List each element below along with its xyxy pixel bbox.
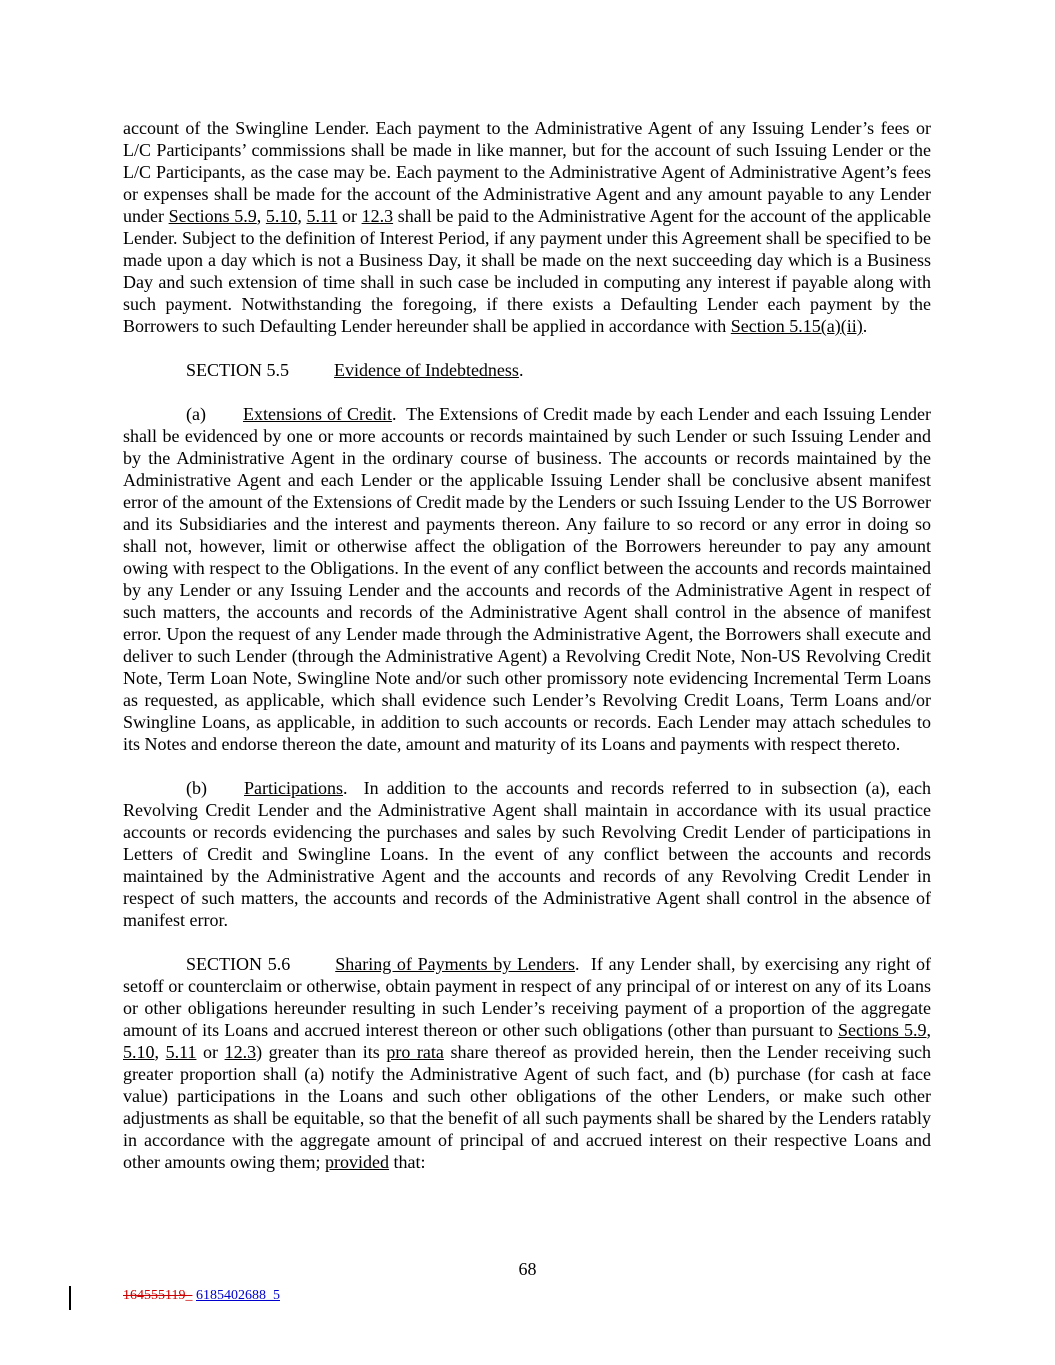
revision-change-bar <box>69 1286 71 1310</box>
section-5-5-b-paragraph: (b) Participations. In addition to the accounts and records referred to in subsection (a), each Revolving Credit Lender and the Administrative Agent shall maintain in accordance with its usual practice accounts or records evidencing the purchases and sales by such Revolving Credit Lender of participations in Letters of Credit and Swingline Loans. In the event of any conflict between the accounts and records maintained by the Administrative Agent and the accounts and records of any Revolving Credit Lender in respect of such matters, the accounts and records of the Administrative Agent shall control in the absence of manifest error. <box>123 778 931 930</box>
page-number: 68 <box>518 1259 537 1279</box>
section-5-5-heading: SECTION 5.5 Evidence of Indebtedness. <box>186 360 524 380</box>
section-5-6-paragraph: SECTION 5.6 Sharing of Payments by Lenders. If any Lender shall, by exercising any right of setoff or counterclaim or otherwise, obtain payment in respect of any principal of or interest on any of its Loans or other obligations hereunder resulting in such Lender’s receiving payment of a proportion of the aggregate amount of its Loans and accrued interest thereon or other such obligations (other than pursuant to Sections 5.9, 5.10, 5.11 or 12.3) greater than its pro rata share thereof as provided herein, then the Lender receiving such greater proportion shall (a) notify the Administrative Agent of such fact, and (b) purchase (for cash at face value) participations in the Loans and such other obligations of the other Lenders, or make such other adjustments as shall be equitable, so that the benefit of all such payments shall be shared by the Lenders ratably in accordance with the aggregate amount of principal of and accrued interest on their respective Loans and other amounts owing them; provided that: <box>123 954 932 1172</box>
document-id-redline: 164555119_ 6185402688_5 <box>123 1288 280 1303</box>
continuation-paragraph: account of the Swingline Lender. Each payment to the Administrative Agent of any Issuing Lender’s fees or L/C Participants’ commissions shall be made in like manner, but for the account of such Issuing Lender or the L/C Participants, as the case may be. Each payment to the Administrative Agent of Administrative Agent’s fees or expenses shall be made for the account of the Administrative Agent and any amount payable to any Lender under Sections 5.9, 5.10, 5.11 or 12.3 shall be paid to the Administrative Agent for the account of the applicable Lender. Subject to the definition of Interest Period, if any payment under this Agreement shall be specified to be made upon a day which is not a Business Day, it shall be made on the next succeeding day which is a Business Day and such extension of time shall in such case be included in computing any interest if payable along with such payment. Notwithstanding the foregoing, if there exists a Defaulting Lender each payment by the Borrowers to such Defaulting Lender hereunder shall be applied in accordance with Section 5.15(a)(ii). <box>123 118 932 336</box>
document-text <box>123 117 931 1195</box>
section-5-5-a-paragraph: (a) Extensions of Credit. The Extensions of Credit made by each Lender and each Issuing Lender shall be evidenced by one or more accounts or records maintained by such Lender or such Issuing Lender and by the Administrative Agent in the ordinary course of business. The accounts or records maintained by the Administrative Agent and each Lender or the applicable Issuing Lender shall be conclusive absent manifest error of the amount of the Extensions of Credit made by the Lenders or such Issuing Lender to the US Borrower and its Subsidiaries and the interest and payments thereon. Any failure to so record or any error in doing so shall not, however, limit or otherwise affect the obligation of the Borrowers hereunder to pay any amount owing with respect to the Obligations. In the event of any conflict between the accounts and records maintained by any Lender or any Issuing Lender and the accounts and records of the Administrative Agent in respect of such matters, the accounts and records of the Administrative Agent shall control in the absence of manifest error. Upon the request of any Lender made through the Administrative Agent, the Borrowers shall execute and deliver to such Lender (through the Administrative Agent) a Revolving Credit Note, Non-US Revolving Credit Note, Term Loan Note, Swingline Note and/or such other promissory note evidencing Incremental Term Loans as requested, as applicable, which shall evidence such Lender’s Revolving Credit Loans, Term Loans and/or Swingline Loans, as applicable, in addition to such accounts or records. Each Lender may attach schedules to its Notes and endorse thereon the date, amount and maturity of its Loans and payments with respect thereto. <box>123 404 931 754</box>
